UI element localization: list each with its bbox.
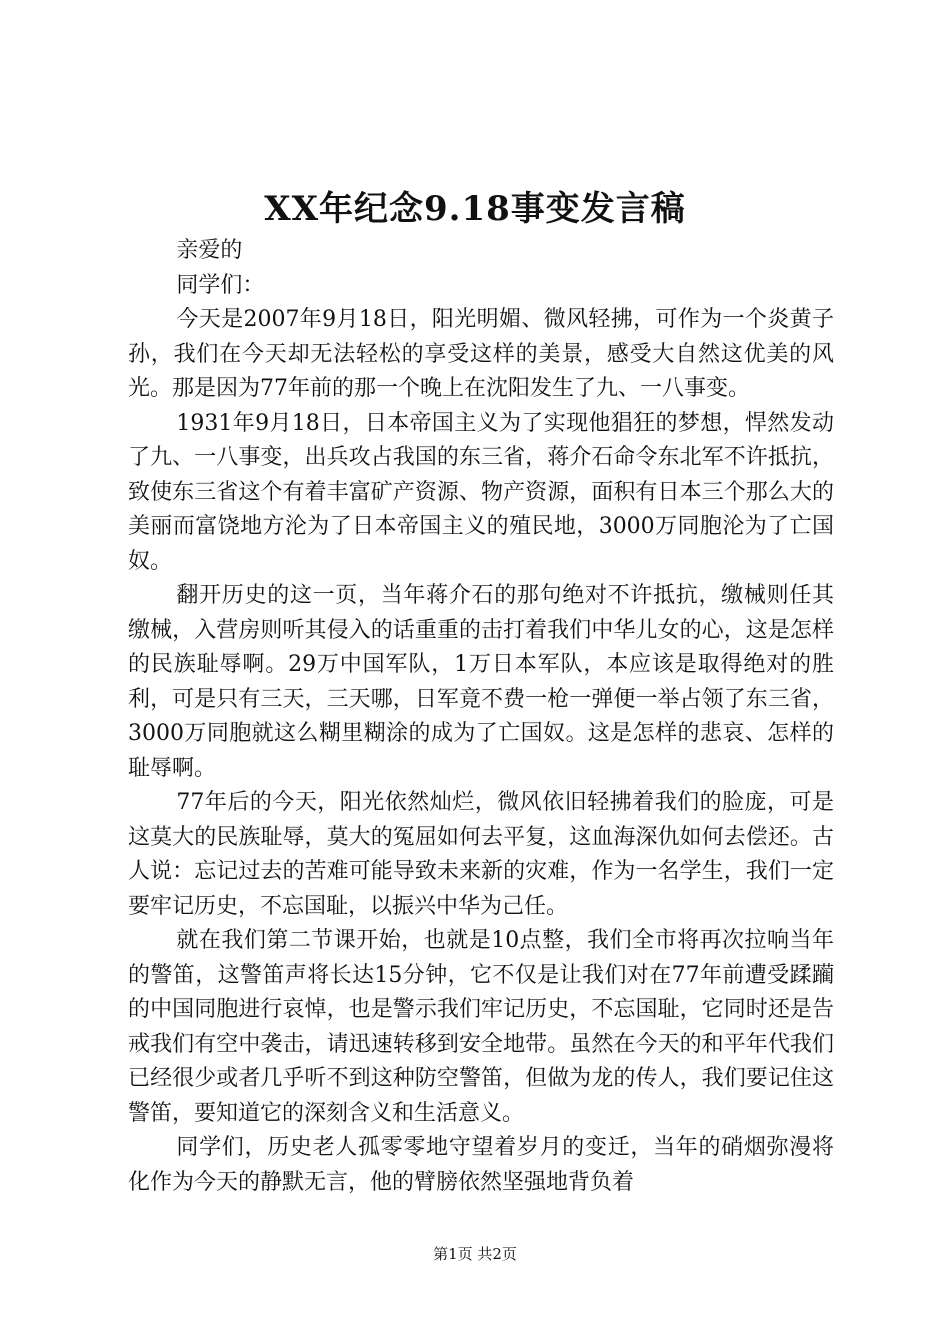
paragraph-5: 就在我们第二节课开始，也就是10点整，我们全市将再次拉响当年的警笛，这警笛声将长达15分钟，它不仅是让我们对在77年前遭受蹂躏的中国同胞进行哀悼，也是警示我们牢记历史，不忘国耻，它同时还是告戒我们有空中袭击，请迅速转移到安全地带。虽然在今天的和平年代我们已经很少或者几乎听不到这种防空警笛，但做为龙的传人，我们要记住这警笛，要知道它的深刻含义和生活意义。 [128, 928, 834, 1126]
paragraph-4: 77年后的今天，阳光依然灿烂，微风依旧轻拂着我们的脸庞，可是这莫大的民族耻辱，莫大的冤屈如何去平复，这血海深仇如何去偿还。古人说：忘记过去的苦难可能导致未来新的灾难，作为一名学生，我们一定要牢记历史，不忘国耻，以振兴中华为己任。 [128, 790, 834, 919]
salutation-line-2: 同学们： [176, 272, 265, 298]
page-footer: 第1页 共2页 [433, 1245, 517, 1263]
paragraph-3: 翻开历史的这一页，当年蒋介石的那句绝对不许抵抗，缴械则任其缴械，入营房则听其侵入的话重重的击打着我们中华儿女的心，这是怎样的民族耻辱啊。29万中国军队，1万日本军队，本应该是取得绝对的胜利，可是只有三天，三天哪，日军竟不费一枪一弹便一举占领了东三省，3000万同胞就这么糊里糊涂的成为了亡国奴。这是怎样的悲哀、怎样的耻辱啊。 [128, 583, 834, 781]
salutation-line-1: 亲爱的 [176, 238, 243, 263]
paragraph-1: 今天是2007年9月18日，阳光明媚、微风轻拂，可作为一个炎黄子孙，我们在今天却无法轻松的享受这样的美景，感受大自然这优美的风光。那是因为77年前的那一个晚上在沈阳发生了九、一八事变。 [128, 307, 834, 401]
paragraph-2: 1931年9月18日，日本帝国主义为了实现他猖狂的梦想，悍然发动了九、一八事变，出兵攻占我国的东三省，蒋介石命令东北军不许抵抗，致使东三省这个有着丰富矿产资源、物产资源，面积有日本三个那么大的美丽而富饶地方沦为了日本帝国主义的殖民地，3000万同胞沦为了亡国奴。 [128, 410, 834, 574]
document-body [128, 234, 834, 1200]
page-title: XX年纪念9.18事变发言稿 [264, 189, 686, 229]
paragraph-6: 同学们，历史老人孤零零地守望着岁月的变迁，当年的硝烟弥漫将化作为今天的静默无言，他的臂膀依然坚强地背负着 [128, 1135, 834, 1195]
